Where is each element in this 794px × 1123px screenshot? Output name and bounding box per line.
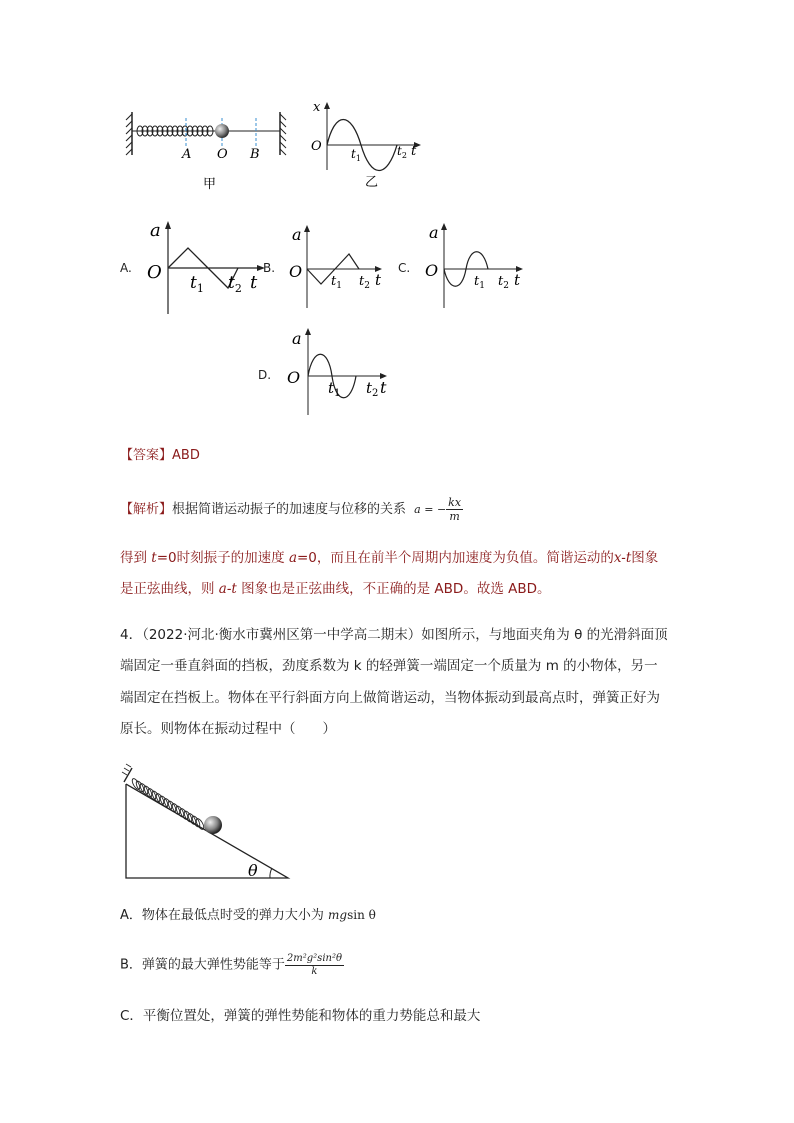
q4-line3: 端固定在挡板上。物体在平行斜面方向上做简谐运动，当物体振动到最高点时，弹簧正好为 (120, 690, 660, 706)
analysis-line2: 得到 t=0时刻振子的加速度 a=0，而且在前半个周期内加速度为负值。简谐运动的x-t图象 (120, 550, 659, 566)
label-A: A (182, 147, 192, 162)
option-C-graph[interactable] (420, 220, 530, 312)
svg-text:t: t (250, 272, 258, 293)
caption-jia: 甲 (203, 177, 217, 192)
analysis-line1 (120, 496, 463, 523)
caption-yi: 乙 (365, 175, 379, 190)
label-B: B (250, 147, 260, 162)
spring-oscillator-figure (120, 100, 300, 195)
q4-option-A[interactable]: A．物体在最低点时受的弹力大小为 mgsin θ (120, 908, 376, 923)
xt-graph-figure (305, 98, 430, 198)
svg-text:t2: $t_2$ (498, 274, 509, 291)
option-B-graph[interactable] (283, 222, 388, 312)
svg-text:t1: $t_1$ (474, 274, 485, 291)
svg-text:a: a (429, 223, 439, 242)
option-B-letter[interactable]: B. (263, 261, 276, 275)
svg-text:O: O (289, 262, 303, 281)
svg-text:t2: $t_2$ (397, 144, 407, 160)
svg-text:t1: $t_1$ (328, 379, 341, 399)
answer-label: 【答案】 (120, 448, 173, 463)
svg-text:O: O (287, 368, 301, 387)
svg-text:O: O (425, 261, 439, 280)
svg-text:a: a (292, 329, 302, 348)
theta-label: θ (248, 861, 258, 880)
analysis-line3: 是正弦曲线，则 a-t 图象也是正弦曲线，不正确的是 ABD。故选 ABD。 (120, 581, 551, 597)
q4-option-C[interactable]: C．平衡位置处，弹簧的弹性势能和物体的重力势能总和最大 (120, 1008, 481, 1024)
svg-text:x: x (313, 100, 321, 115)
option-A-letter[interactable]: A. (120, 261, 132, 275)
svg-text:t: t (411, 144, 417, 159)
incline-ball (204, 816, 222, 834)
q4-line1: 4．（2022·河北·衡水市冀州区第一中学高二期末）如图所示，与地面夹角为 θ 的光滑斜面顶 (120, 627, 668, 643)
svg-text:t1: $t_1$ (351, 147, 361, 163)
q4-line2: 端固定一垂直斜面的挡板，劲度系数为 k 的轻弹簧一端固定一个质量为 m 的小物体，另一 (120, 658, 658, 674)
analysis-formula: a = − $\frac{kx}{m}$ (414, 496, 462, 523)
svg-text:t2: $t_2$ (359, 274, 370, 291)
svg-text:t2: $t_2$ (366, 379, 379, 399)
answer-value: ABD (172, 448, 200, 463)
option-D-graph[interactable] (282, 325, 394, 417)
label-O: O (217, 147, 228, 162)
svg-text:t: t (375, 271, 382, 289)
option-A-graph[interactable] (140, 218, 275, 318)
svg-text:O: O (311, 139, 322, 154)
option-D-letter[interactable]: D. (258, 368, 272, 382)
svg-text:O: O (147, 262, 162, 283)
svg-text:a: a (292, 225, 302, 244)
analysis-intro: 根据简谐运动振子的加速度与位移的关系 (172, 502, 407, 517)
svg-text:t1: $t_1$ (190, 273, 204, 295)
svg-text:t2: $t_2$ (228, 273, 242, 295)
option-C-letter[interactable]: C. (398, 261, 411, 275)
analysis-label: 【解析】 (120, 502, 173, 517)
q4-line4: 原长。则物体在振动过程中（ ） (120, 721, 336, 737)
svg-text:t1: $t_1$ (331, 274, 342, 291)
oscillator-ball (215, 124, 229, 138)
incline-spring (131, 778, 206, 831)
q4-option-B[interactable]: B．弹簧的最大弹性势能等于 $\frac{\text{2m²g²sin²θ}}{k}$ (120, 953, 342, 977)
svg-text:a: a (150, 220, 161, 241)
svg-text:t: t (380, 378, 387, 397)
answer-line (120, 446, 200, 466)
svg-text:t: t (514, 271, 521, 289)
incline-figure (118, 762, 298, 884)
